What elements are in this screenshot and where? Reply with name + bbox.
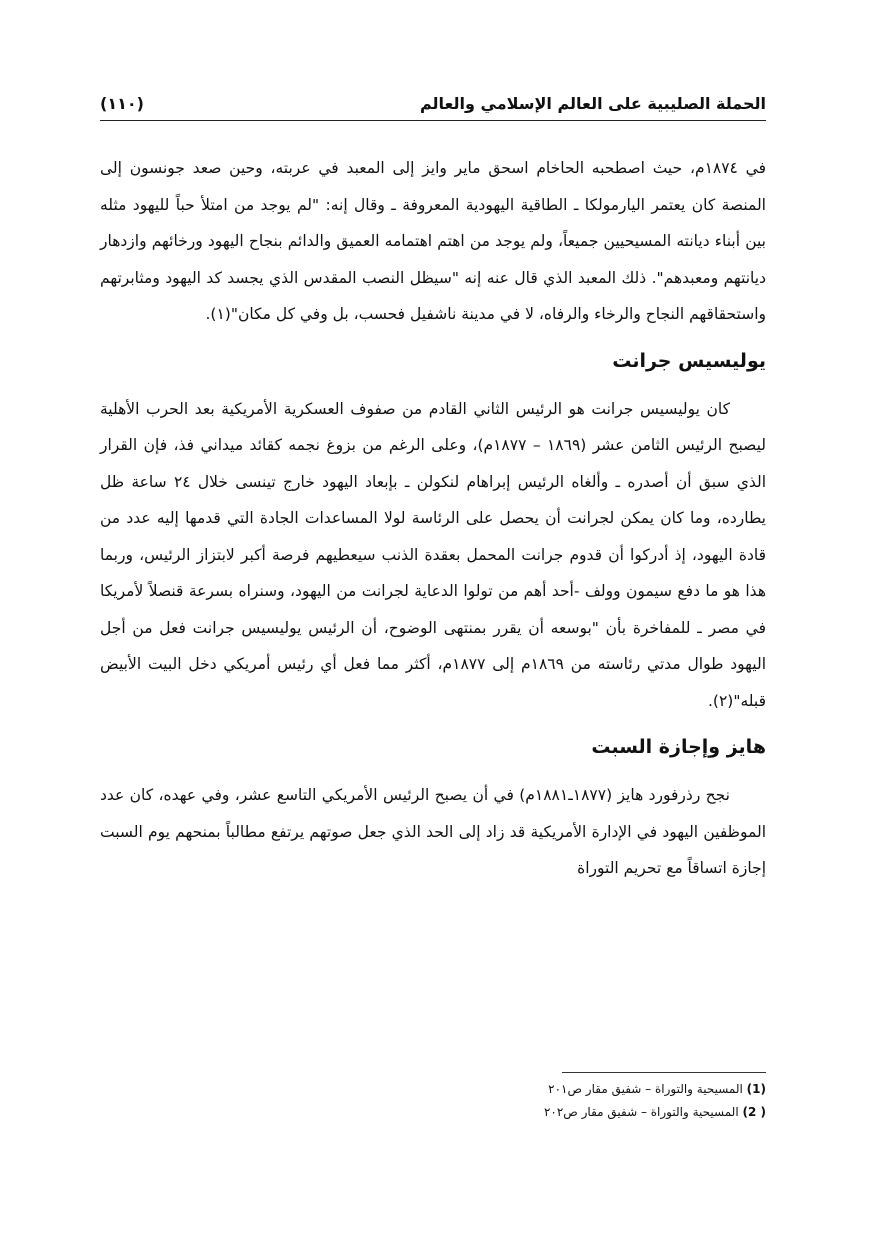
running-header [100, 88, 766, 118]
heading-hayes: هايز وإجازة السبت [591, 736, 766, 758]
heading-grant: يوليسيس جرانت [612, 349, 766, 372]
footnotes [300, 1078, 766, 1124]
paragraph-hayes: نجح رذرفورد هايز (١٨٧٧ـ١٨٨١م) في أن يصبح الرئيس الأمريكي التاسع عشر، وفي عهده، كان عدد الموظفين اليهود في الإدارة الأمريكية قد زاد إلى الحد الذي جعل صوتهم يرتفع مطالباً بمنحهم يوم السبت إجازة اتساقاً مع تحريم التوراة [100, 786, 766, 877]
footnote-marker: ( 2) [742, 1105, 766, 1119]
footnote-text: المسيحية والتوراة – شفيق مقار ص٢٠١ [548, 1082, 743, 1096]
page-number: (١١٠) [100, 93, 144, 113]
body-text [100, 150, 766, 887]
header-divider [100, 120, 766, 121]
paragraph-grant: كان يوليسيس جرانت هو الرئيس الثاني القادم من صفوف العسكرية الأمريكية بعد الحرب الأهلية ليصبح الرئيس الثامن عشر (١٨٦٩ – ١٨٧٧م)، وعلى الرغم من بزوغ نجمه كقائد ميداني فذ، فإن القرار الذي سبق أن أصدره ـ وألغاه الرئيس إبراهام لنكولن ـ بإبعاد اليهود خارج تينسى خلال ٢٤ ساعة ظل يطارده، وما كان يمكن لجرانت أن يحصل على الرئاسة لولا المساعدات الجادة التي قدمها إليه عدد من قادة اليهود، إذ أدركوا أن قدوم جرانت المحمل بعقدة الذنب سيعطيهم فرصة أكبر لابتزاز الرئيس، وربما هذا هو ما دفع سيمون وولف -أحد أهم من تولوا الدعاية لجرانت من اليهود، وسنراه بسرعة قنصلاً لأمريكا في مصر ـ للمفاخرة بأن "بوسعه أن يقرر بمنتهى الوضوح، أن الرئيس يوليسيس جرانت فعل من أجل اليهود طوال مدتي رئاسته من ١٨٦٩م إلى ١٨٧٧م، أكثر مما فعل أي رئيس أمريكي دخل البيت الأبيض قبله"(٢). [100, 399, 767, 710]
paragraph-johnson: في ١٨٧٤م، حيث اصطحبه الحاخام اسحق ماير وايز إلى المعبد في عربته، وحين صعد جونسون إلى المنصة كان يعتمر اليارمولكا ـ الطاقية اليهودية المعروفة ـ وقال إنه: "لم يوجد من امتلأ حباً لليهود مثله بين أبناء ديانته المسيحيين جميعاً، ولم يوجد من اهتم اهتمامه العميق والدائم بنجاح اليهود ورخائهم وازدهار ديانتهم ومعبدهم". ذلك المعبد الذي قال عنه إنه "سيظل النصب المقدس الذي يجسد كد اليهود ومثابرتهم واستحقاقهم النجاح والرخاء والرفاه، لا في مدينة ناشفيل فحسب، بل وفي كل مكان"(١). [100, 159, 766, 323]
footnote-marker: (1) [746, 1082, 766, 1096]
footnote-divider [562, 1072, 766, 1073]
footnote-text: المسيحية والتوراة – شفيق مقار ص٢٠٢ [543, 1105, 739, 1119]
running-header-title: الحملة الصليبية على العالم الإسلامي والعالم [419, 93, 766, 113]
footnote-item [300, 1101, 766, 1124]
footnote-item [300, 1078, 766, 1101]
